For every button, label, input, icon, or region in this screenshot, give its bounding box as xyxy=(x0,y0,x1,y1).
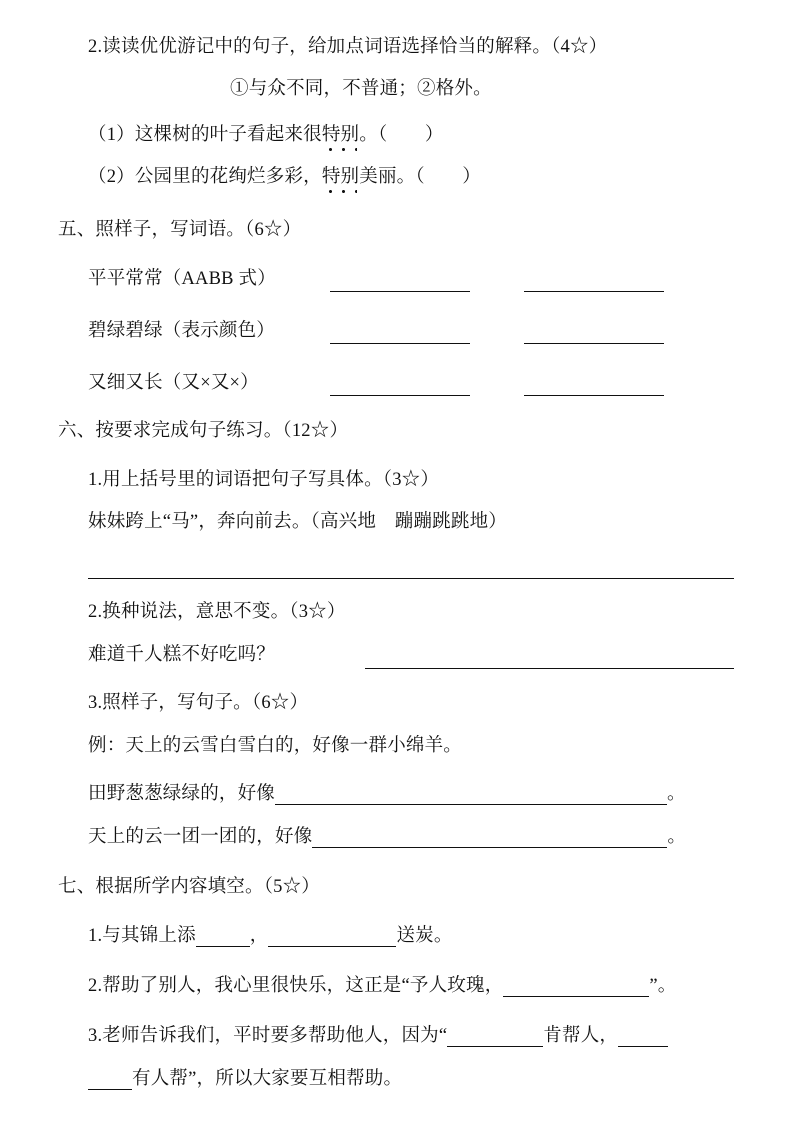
section-6-q2-answer-line[interactable] xyxy=(365,668,734,669)
section-7-q2-part-a: 2.帮助了别人，我心里很快乐，这正是“予人玫瑰， xyxy=(88,976,504,996)
section-7-title: 七、根据所学内容填空。（5☆） xyxy=(58,877,321,897)
q2-sentence-1-part-b: 。（ ） xyxy=(359,125,444,145)
section-7-q3-blank-1[interactable] xyxy=(447,1027,543,1047)
q2-options: ①与众不同，不普通；②格外。 xyxy=(230,79,492,99)
section-6-q3-line-1-period: 。 xyxy=(667,784,686,804)
section-5-row-3-label: 又细又长（又×又×） xyxy=(88,373,259,393)
section-6-q3-line-1 xyxy=(88,783,686,805)
q2-sentence-2-part-a: （2）公园里的花绚烂多彩， xyxy=(88,167,322,187)
section-5-row-3-blank-2[interactable] xyxy=(524,395,664,396)
section-7-q2 xyxy=(88,975,677,997)
section-5-row-1-label: 平平常常（AABB 式） xyxy=(88,269,276,289)
section-7-q3-blank-2[interactable] xyxy=(618,1027,668,1047)
section-6-q3-line-1-blank[interactable] xyxy=(275,785,667,805)
section-7-q2-part-b: ”。 xyxy=(649,976,677,996)
section-7-q1-part-b: ， xyxy=(249,926,269,946)
section-5-row-3-blank-1[interactable] xyxy=(330,395,470,396)
section-6-q3-line-1-label: 田野葱葱绿绿的，好像 xyxy=(88,784,276,804)
section-6-q1: 1.用上括号里的词语把句子写具体。（3☆） xyxy=(88,470,440,490)
section-5-row-2-blank-1[interactable] xyxy=(330,343,470,344)
section-7-q1-part-c: 送炭。 xyxy=(396,926,453,946)
q2-sentence-2-part-b: 美丽。（ ） xyxy=(359,167,481,187)
section-5-row-1-blank-2[interactable] xyxy=(524,291,664,292)
section-6-q3-example: 例：天上的云雪白雪白的，好像一群小绵羊。 xyxy=(88,736,463,756)
section-5-row-2-blank-2[interactable] xyxy=(524,343,664,344)
section-7-q2-blank[interactable] xyxy=(503,977,649,997)
section-6-q3: 3.照样子，写句子。（6☆） xyxy=(88,693,309,713)
section-7-q1-blank-2[interactable] xyxy=(268,927,396,947)
section-5-row-2-label: 碧绿碧绿（表示颜色） xyxy=(88,321,276,341)
section-6-q3-line-2-period: 。 xyxy=(667,827,687,847)
section-5-title: 五、照样子，写词语。（6☆） xyxy=(58,220,302,240)
section-7-q3-part-a: 3.老师告诉我们，平时要多帮助他人，因为“ xyxy=(88,1026,448,1046)
section-6-q2: 2.换种说法，意思不变。（3☆） xyxy=(88,602,346,622)
section-6-title: 六、按要求完成句子练习。（12☆） xyxy=(58,421,349,441)
section-7-q1-blank-1[interactable] xyxy=(196,927,250,947)
section-6-q3-line-2-blank[interactable] xyxy=(312,828,667,848)
section-6-q2-sentence: 难道千人糕不好吃吗？ xyxy=(88,645,276,665)
section-6-q3-line-2-label: 天上的云一团一团的，好像 xyxy=(88,827,313,847)
section-7-q3-part-b: 肯帮人， xyxy=(543,1026,619,1046)
section-7-q1-part-a: 1.与其锦上添 xyxy=(88,926,196,946)
section-6-q1-sentence: 妹妹跨上“马”，奔向前去。（高兴地 蹦蹦跳跳地） xyxy=(88,512,507,532)
section-7-q1 xyxy=(88,925,453,947)
q2-sentence-2-keyword: 特别 xyxy=(321,167,360,187)
q2-sentence-1 xyxy=(88,124,444,146)
section-7-q3-blank-3[interactable] xyxy=(88,1070,132,1090)
q2-sentence-2 xyxy=(88,166,481,188)
section-7-q3-line-2 xyxy=(88,1068,402,1090)
q2-sentence-1-part-a: （1）这棵树的叶子看起来很 xyxy=(88,125,322,145)
q2-prompt: 2.读读优优游记中的句子，给加点词语选择恰当的解释。（4☆） xyxy=(88,37,608,57)
section-6-q3-line-2 xyxy=(88,826,686,848)
section-7-q3-line-1 xyxy=(88,1025,668,1047)
section-6-q1-answer-line[interactable] xyxy=(88,578,734,579)
section-5-row-1-blank-1[interactable] xyxy=(330,291,470,292)
q2-sentence-1-keyword: 特别 xyxy=(321,125,360,145)
section-7-q3-part-c: 有人帮”，所以大家要互相帮助。 xyxy=(132,1069,403,1089)
